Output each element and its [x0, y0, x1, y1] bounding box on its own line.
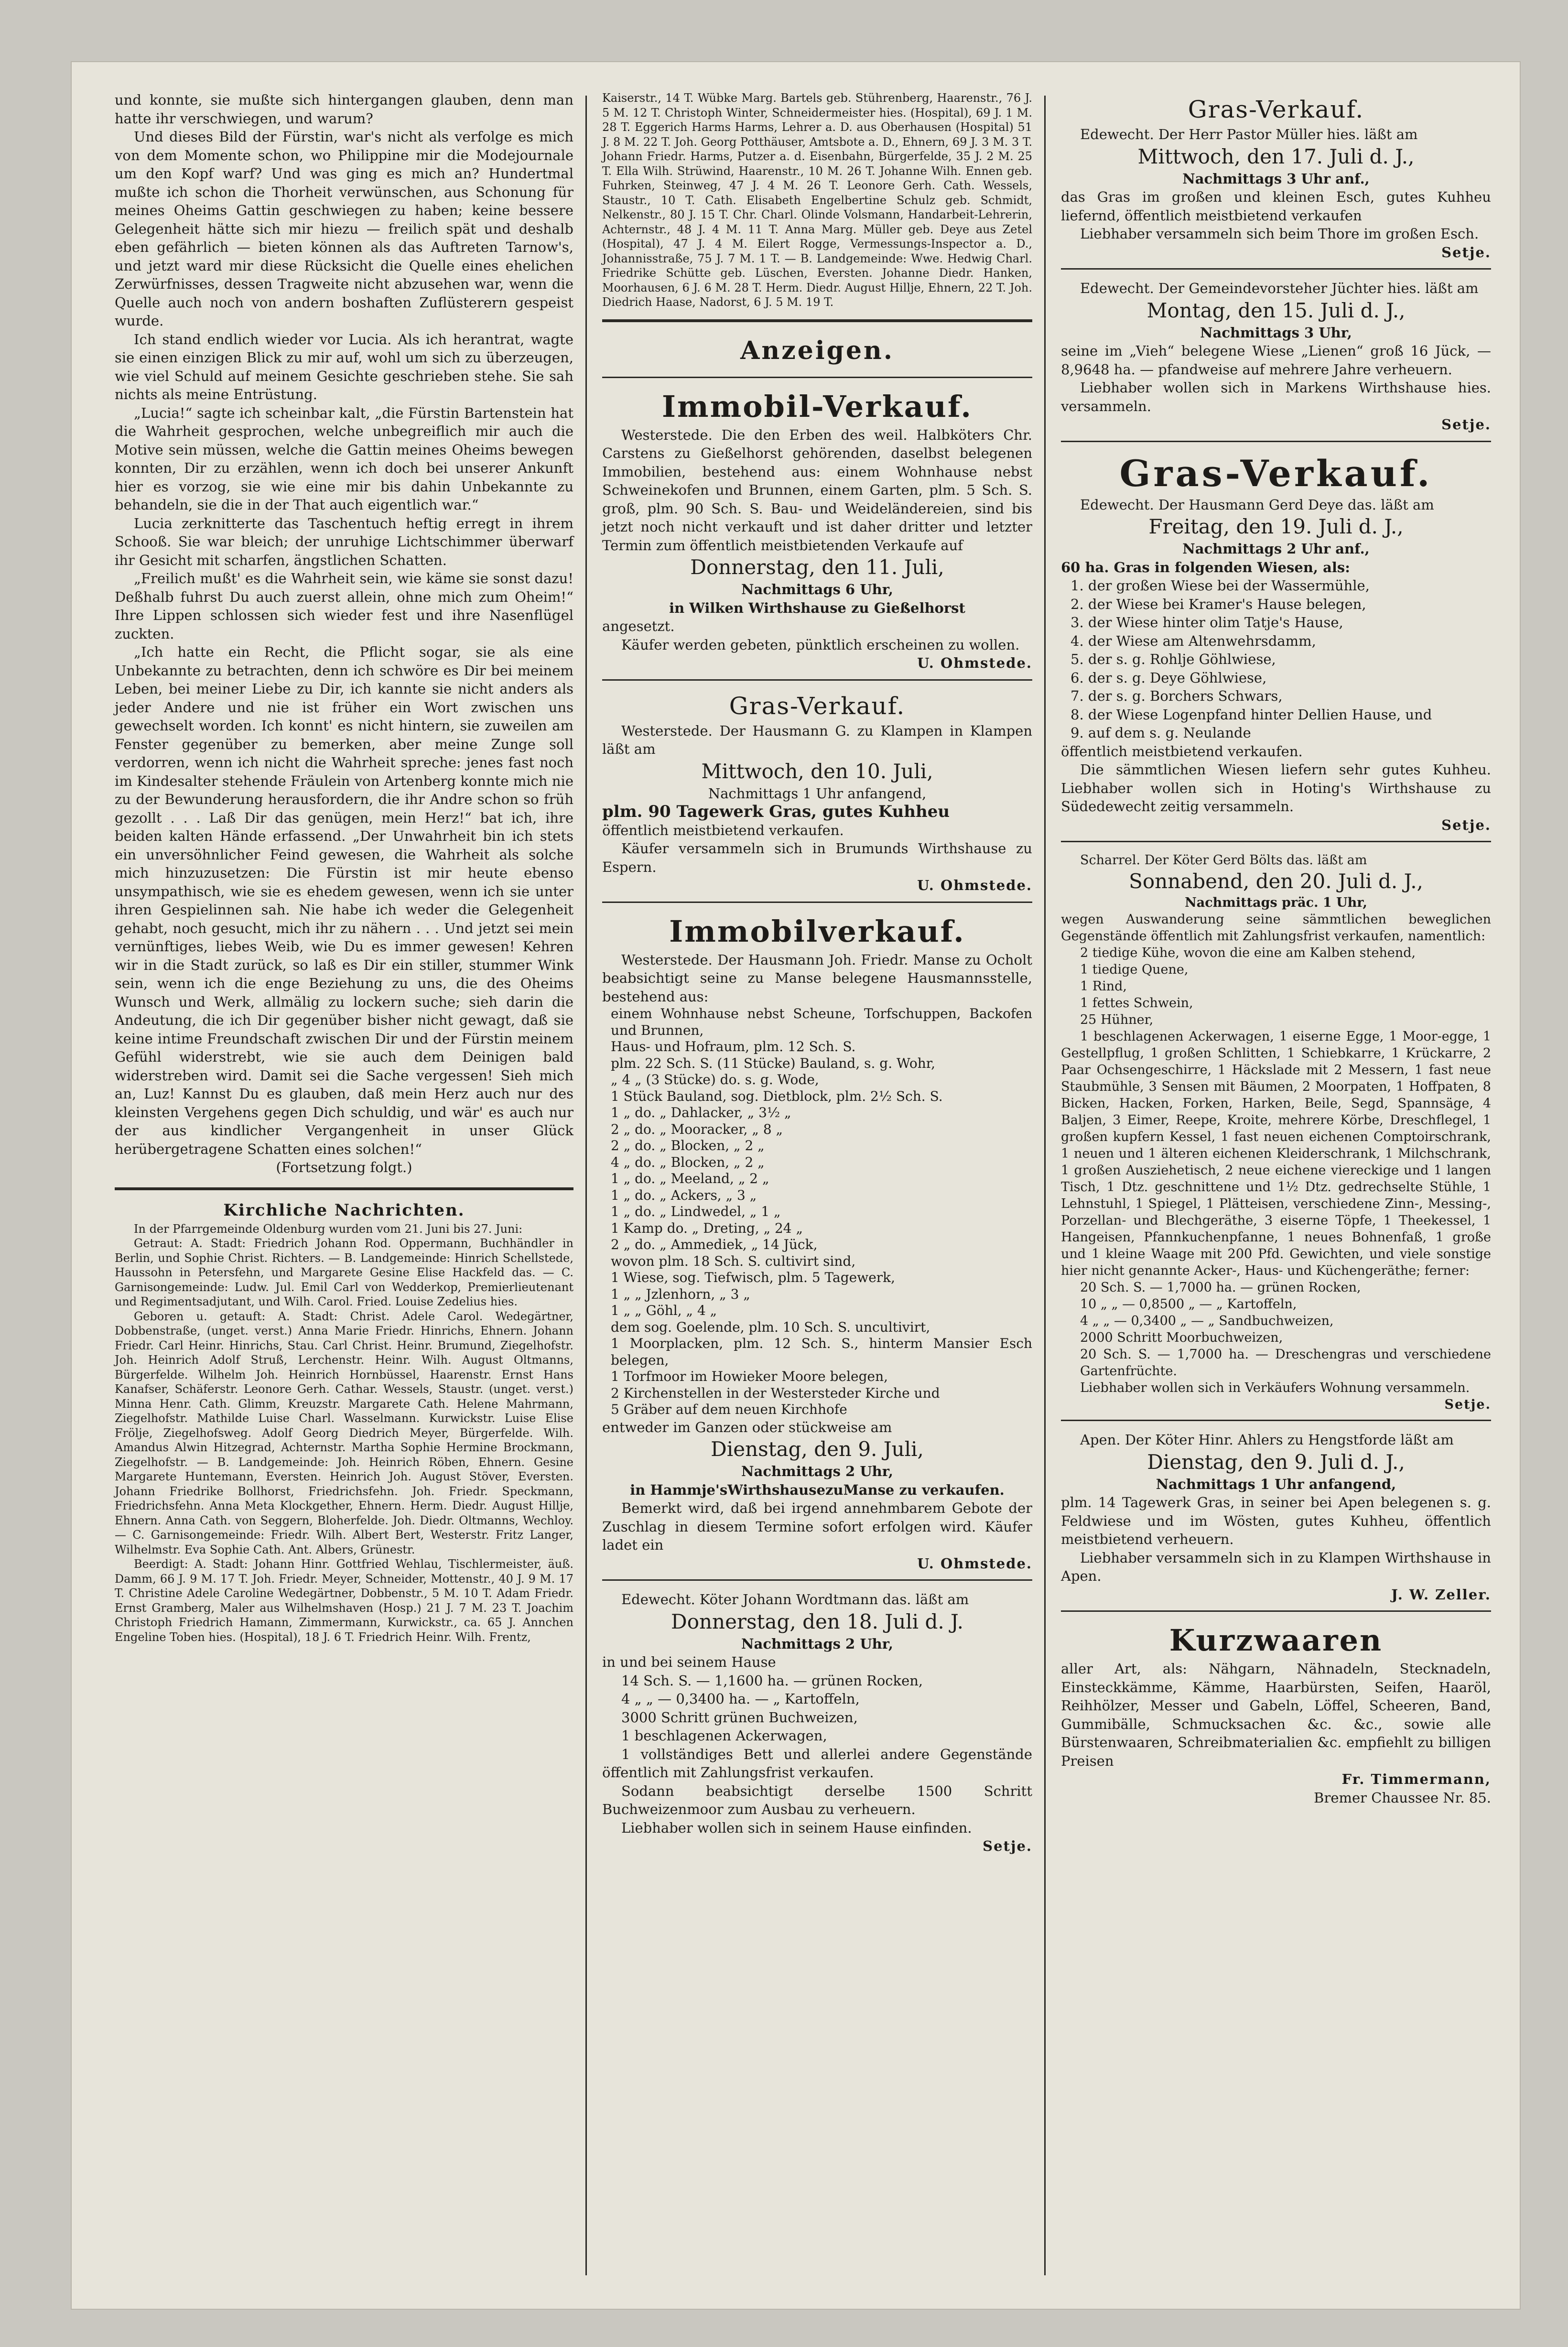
ad-intro: Edewecht. Köter Johann Wordtmann das. läßt am	[621, 1591, 969, 1608]
ad-time: Nachmittags 3 Uhr anf.,	[1182, 170, 1370, 187]
property-item: einem Wohnhause nebst Scheune, Torfschuppen, Backofen und Brunnen,	[611, 1006, 1032, 1038]
ad-body: das Gras im großen und kleinen Esch, gutes Kuhheu liefernd, öffentlich meistbietend verkaufen	[1061, 189, 1491, 224]
ad-signature: Setje.	[1441, 816, 1491, 833]
crop-item: 20 Sch. S. — 1,7000 ha. — grünen Rocken,	[1080, 1280, 1361, 1295]
ad-note: Liebhaber wollen sich in Markens Wirthshause hies. versammeln.	[1061, 380, 1491, 414]
animal-item: 2 tiedige Kühe, wovon die eine am Kalben stehend,	[1080, 945, 1416, 960]
ad-intro: Edewecht. Der Hausmann Gerd Deye das. läßt am	[1080, 496, 1434, 513]
meadow-item: 4. der Wiese am Altenwehrsdamm,	[1071, 632, 1316, 649]
divider	[115, 1187, 573, 1190]
ad-time: Nachmittags 1 Uhr anfangend,	[708, 785, 927, 802]
animal-list	[1061, 945, 1491, 1028]
property-item: 1 „ do. „ Meeland, „ 2 „	[611, 1171, 769, 1186]
ad-title: Gras-Verkauf.	[1188, 96, 1364, 123]
property-item: 1 Kamp do. „ Dreting, „ 24 „	[611, 1220, 803, 1236]
ad-line: 4 „ „ — 0,3400 ha. — „ Kartoffeln,	[621, 1691, 860, 1707]
ad-note: Käufer werden gebeten, pünktlich erscheinen zu wollen.	[621, 636, 1020, 653]
meadow-item: 8. der Wiese Logenpfand hinter Dellien Hause, und	[1071, 706, 1432, 723]
ad-note: Die sämmtlichen Wiesen liefern sehr gutes Kuhheu. Liebhaber wollen sich in Hoting's Wirthshause zu Südedewecht zeitig versammeln.	[1061, 761, 1491, 815]
property-item: 5 Gräber auf dem neuen Kirchhofe	[611, 1402, 847, 1417]
church-paragraph: Getraut: A. Stadt: Friedrich Johann Rod. Oppermann, Buchhändler in Berlin, und Sophie Christ. Richters. — B. Landgemeinde: Hinrich Schellstede, Haussohn in Petersfehn, und Margarete Gesine Elise Hackfeld das. — C. Garnisongemeinde: Ludw. Jul. Emil Carl von Wedderkop, Premierlieutenant und Regimentsadjutant, und Wilh. Carol. Fried. Louise Zedelius hies.	[115, 1237, 573, 1308]
divider	[602, 319, 1032, 322]
meadow-item: 2. der Wiese bei Kramer's Hause belegen,	[1071, 596, 1366, 612]
ad-date: Freitag, den 19. Juli d. J.,	[1148, 515, 1404, 538]
ad-boelts	[1061, 849, 1491, 1413]
ad-date: Donnerstag, den 11. Juli,	[690, 555, 944, 579]
ad-signature: U. Ohmstede.	[917, 1555, 1032, 1572]
church-paragraph: Geboren u. getauft: A. Stadt: Christ. Adele Carol. Wedegärtner, Dobbenstraße, (unget. verst.) Anna Marie Friedr. Hinrichs, Ehnern. Johann Friedr. Carl Heinr. Hinrichs, Stau. Carl Christ. Heinr. Brumund, Ziegelhofstr. Joh. Heinrich Adolf Struß, Lerchenstr. Heinr. Wilh. August Oltmanns, Bürgerfelde. Wilhelm Joh. Heinrich Hornbüssel, Haarenstr. Ernst Hans Kanafser, Schäferstr. Leonore Gerh. Cathar. Wessels, Staustr. (unget. verst.) Minna Henr. Cath. Glimm, Kreuzstr. Margarete Cath. Helene Mahrmann, Ziegelhofstr. Mathilde Luise Charl. Wasselmann. Kurwickstr. Luise Elise Frölje, Ziegelhofsweg. Adolf Georg Diedrich Meyer, Bürgerfelde. Wilh. Amandus Alwin Hitzegrad, Achternstr. Martha Sophie Hermine Brockmann, Ziegelhofstr. — B. Landgemeinde: Joh. Heinrich Röben, Ehnern. Gesine Margarete Huntemann, Eversten. Heinrich Joh. August Stöver, Eversten. Johann Friedrike Bollhorst, Friedrichsfehn. Joh. Friedr. Speckmann, Friedrichsfehn. Anna Meta Klockgether, Ehnern. Herm. Diedr. August Hillje, Ehnern. Anna Cath. von Seggern, Bloherfelde. Joh. Diedr. Oltmanns, Wechloy. — C. Garnisongemeinde: Friedr. Wilh. Albert Bert, Westerstr. Fritz Langer, Wilhelmstr. Eva Sophie Cath. Ant. Albers, Grünestr.	[115, 1309, 573, 1556]
divider	[1061, 1610, 1491, 1612]
ad-gras-verkauf-deye	[1061, 449, 1491, 835]
divider	[1061, 441, 1491, 442]
property-item: 2 „ do. „ Mooracker, „ 8 „	[611, 1121, 783, 1137]
property-item: 1 „ „ Jzlenhorn, „ 3 „	[611, 1286, 750, 1302]
ad-intro: Scharrel. Der Köter Gerd Bölts das. läßt am	[1080, 853, 1367, 868]
ad-ahlers	[1061, 1428, 1491, 1604]
ad-lead: 60 ha. Gras in folgenden Wiesen, als:	[1061, 559, 1350, 576]
ad-time: Nachmittags 2 Uhr,	[741, 1635, 893, 1652]
ad-line: 3000 Schritt grünen Buchweizen,	[621, 1709, 858, 1726]
property-item: 2 Kirchenstellen in der Westersteder Kirche und	[611, 1385, 940, 1401]
divider	[602, 377, 1032, 378]
property-item: dem sog. Goelende, plm. 10 Sch. S. uncultivirt,	[611, 1319, 930, 1335]
property-item: 1 Wiese, sog. Tiefwisch, plm. 5 Tagewerk,	[611, 1270, 896, 1285]
property-item: 1 „ „ Göhl, „ 4 „	[611, 1303, 717, 1318]
divider	[1061, 841, 1491, 842]
novel-paragraph: und konnte, sie mußte sich hintergangen glauben, denn man hatte ihr verschwiegen, und warum?	[115, 92, 573, 127]
ads-title: Anzeigen.	[740, 336, 894, 365]
property-item: wovon plm. 18 Sch. S. cultivirt sind,	[611, 1253, 856, 1269]
ad-intro: Edewecht. Der Gemeindevorsteher Jüchter hies. läßt am	[1080, 280, 1479, 296]
meadow-item: 1. der großen Wiese bei der Wassermühle,	[1071, 577, 1370, 594]
continued-note: (Fortsetzung folgt.)	[276, 1159, 412, 1175]
novel-text	[115, 91, 573, 1177]
ad-date: Montag, den 15. Juli d. J.,	[1146, 298, 1406, 322]
novel-paragraph: Lucia zerknitterte das Taschentuch heftig erregt in ihrem Schooß. Sie war bleich; der unruhige Lichtschimmer überwarf ihr Gesicht mit scharfen, ängstlichen Schatten.	[115, 515, 573, 568]
animal-item: 1 tiedige Quene,	[1080, 962, 1189, 977]
property-item: 1 Moorplacken, plm. 12 Sch. S., hinterm Mansier Esch belegen,	[611, 1336, 1032, 1368]
novel-paragraph: „Ich hatte ein Recht, die Pflicht sogar, sie als eine Unbekannte zu betrachten, denn ich schwöre es Dir bei meinem Leben, bei meiner Liebe zu Dir, ich kannte sie nicht anders als jeder Andere und nie ist früher ein Wort zwischen uns gewechselt worden. Ich konnt' es nicht hintern, sie zuweilen am Fenster gegenüber zu bemerken, aber meine Zunge soll verdorren, wenn ich nicht die Wahrheit spreche: jenes fast noch im Kindesalter stehende Fräulein von Artenberg konnte mich nie zu der Bewunderung herausfordern, die ihr Andre schon so früh gezollt . . . Laß Dir das genügen, mein Herz!“ bat ich, ihre beiden kalten Hände erfassend. „Der Unwahrheit bin ich stets ein unversöhnlicher Feind gewesen, die Wahrheit als solche mich hinzuzusetzen: Die Fürstin ist mir heute ebenso unsympathisch, wie sie es ehedem gewesen, wenn ich sie unter ihren Gespielinnen sah. Nie habe ich weder die Gelegenheit gehabt, noch gesucht, mich ihr zu nähern . . . Und jetzt sei mein vernünftiges, liebes Weib, wie Du es immer gewesen! Kehren wir in die Stadt zurück, so laß es Dir ein stiller, stummer Wink sein, wenn ich die enge Beziehung zu uns, die des Oheims Wunsch und Werk, allmälig zu lockern suche; sieh darin die Andeutung, die ich Dir gegenüber bisher nicht gewagt, daß sie keine intime Freundschaft zwischen Dir und der Fürstin meinem Gefühl widerstrebt, wie sie auch dem Deinigen bald widerstreben wird. Damit sei die Sache vergessen! Sieh mich an, Luz! Kannst Du es glauben, daß mein Herz auch nur des kleinsten Vergehens gegen Dich schuldig, und wär' es auch nur der aus kindlicher Vergangenheit in unser Glück herübergetragene Schatten eines solchen!“	[115, 644, 573, 1157]
newspaper-page	[72, 62, 1520, 2309]
meadow-item: 7. der s. g. Borchers Schwars,	[1071, 688, 1283, 704]
ad-line: Sodann beabsichtigt derselbe 1500 Schritt Buchweizenmoor zum Ausbau zu verheuern.	[602, 1782, 1032, 1817]
divider	[602, 1579, 1032, 1581]
ad-note: Liebhaber versammeln sich beim Thore im großen Esch.	[1080, 226, 1479, 242]
novel-paragraph: Ich stand endlich wieder vor Lucia. Als ich herantrat, wagte sie einen einzigen Blick zu mir auf, wohl um sich zu überzeugen, wie viel Schuld auf meinem Gesichte geschrieben stehe. Sie sah nichts als meine Entrüstung.	[115, 331, 573, 402]
ad-gras-verkauf-mueller	[1061, 91, 1491, 261]
church-paragraph: In der Pfarrgemeinde Oldenburg wurden vom 21. Juni bis 27. Juni:	[134, 1222, 523, 1236]
ad-after: öffentlich meistbietend verkaufen.	[602, 822, 844, 838]
ad-after: angesetzt.	[602, 618, 675, 634]
ad-time: Nachmittags 2 Uhr anf.,	[1182, 541, 1370, 557]
ad-signature: Setje.	[1441, 244, 1491, 261]
ad-signature: Setje.	[983, 1838, 1032, 1854]
meadow-item: 3. der Wiese hinter olim Tatje's Hause,	[1071, 614, 1343, 630]
ad-item: plm. 90 Tagewerk Gras, gutes Kuhheu	[602, 802, 950, 821]
animal-item: 1 fettes Schwein,	[1080, 996, 1193, 1011]
ad-immobil-verkauf	[602, 385, 1032, 673]
ad-note: Liebhaber versammeln sich in zu Klampen Wirthshause in Apen.	[1061, 1549, 1491, 1584]
ad-kurzwaaren	[1061, 1619, 1491, 1807]
ad-signature: Fr. Timmermann,	[1341, 1771, 1491, 1787]
ad-wordtmann	[602, 1587, 1032, 1856]
divider	[602, 902, 1032, 903]
ad-body: Westerstede. Die den Erben des weil. Halbköters Chr. Carstens zu Gießelhorst gehörenden, daselbst belegenen Immobilien, bestehend aus: einem Wohnhause nebst Schweinekofen und Brunnen, einem Garten, plm. 5 Sch. S. groß, plm. 90 Sch. S. Bau- und Weideländereien, sind bis jetzt noch nicht verkauft und ist daher dritter und letzter Termin zum öffentlich meistbietenden Verkaufe auf	[602, 426, 1032, 554]
ad-date: Dienstag, den 9. Juli,	[711, 1437, 924, 1461]
ad-time: Nachmittags 1 Uhr anfangend,	[1156, 1476, 1396, 1492]
ad-after: öffentlich meistbietend verkaufen.	[1061, 743, 1303, 760]
property-item: 1 „ do. „ Lindwedel, „ 1 „	[611, 1204, 781, 1219]
ad-body: aller Art, als: Nähgarn, Nähnadeln, Stecknadeln, Einsteckkämme, Kämme, Haarbürsten, Seifen, Haaröl, Reihhölzer, Messer und Gabeln, Löffel, Scheeren, Band, Gummibälle, Schmucksachen &c. &c., sowie alle Bürstenwaaren, Schreibmaterialien &c. empfiehlt zu billigen Preisen	[1061, 1661, 1491, 1769]
ad-intro: Westerstede. Der Hausmann Joh. Friedr. Manse zu Ocholt beabsichtigt seine zu Manse belegene Hausmannsstelle, bestehend aus:	[602, 951, 1032, 1005]
meadow-list	[1061, 576, 1491, 742]
divider	[1061, 268, 1491, 270]
ad-time: Nachmittags 3 Uhr,	[1200, 324, 1352, 341]
ad-body: seine im „Vieh“ belegene Wiese „Lienen“ groß 16 Jück, — 8,9648 ha. — pfandweise auf mehrere Jahre verheuern.	[1061, 343, 1491, 378]
ad-date: Sonnabend, den 20. Juli d. J.,	[1129, 869, 1423, 893]
ad-note: Liebhaber wollen sich in Verkäufers Wohnung versammeln.	[1080, 1380, 1470, 1395]
column-rule	[1044, 96, 1046, 2275]
property-item: Haus- und Hofraum, plm. 12 Sch. S.	[611, 1039, 856, 1054]
ad-date: Dienstag, den 9. Juli d. J.,	[1147, 1450, 1405, 1474]
novel-paragraph: „Lucia!“ sagte ich scheinbar kalt, „die Fürstin Bartenstein hat die Wahrheit gesprochen, welche unbegreiflich mir auch die Motive sein müssen, welche die Gattin meines Oheims bewegen konnten, Dir zu erzählen, wenn ich doch bei unserer Ankunft hier es vorzog, sie wie eine mir bis dahin Unbekannte zu behandeln, sie die in der That auch eigentlich war.“	[115, 404, 573, 513]
ad-title: Kurzwaaren	[1169, 1623, 1383, 1658]
column-3	[1061, 91, 1491, 1807]
property-item: 2 „ do. „ Ammediek, „ 14 Jück,	[611, 1237, 818, 1252]
ad-time: Nachmittags 2 Uhr,	[741, 1463, 893, 1479]
ad-address: Bremer Chaussee Nr. 85.	[1314, 1789, 1491, 1806]
ad-note: Bemerkt wird, daß bei irgend annehmbarem Gebote der Zuschlag in diesem Termine sofort erfolgen wird. Käufer ladet ein	[602, 1500, 1032, 1553]
ad-intro: Westerstede. Der Hausmann G. zu Klampen in Klampen läßt am	[602, 722, 1032, 757]
novel-paragraph: „Freilich mußt' es die Wahrheit sein, wie käme sie sonst dazu! Deßhalb fuhrst Du auch zuerst allein, ohne mich zum Oheim!“ Ihre Lippen schlossen sich wieder fest und ihre Nasenflügel zuckten.	[115, 570, 573, 642]
church-news-title: Kirchliche Nachrichten.	[223, 1200, 465, 1220]
ad-line: Liebhaber wollen sich in seinem Hause einfinden.	[621, 1819, 972, 1836]
crop-item: 20 Sch. S. — 1,7000 ha. — Dreschengras und verschiedene Gartenfrüchte.	[1080, 1347, 1491, 1379]
column-1	[115, 91, 573, 1644]
ad-immobilverkauf	[602, 910, 1032, 1573]
meadow-item: 5. der s. g. Rohlje Göhlwiese,	[1071, 651, 1276, 667]
ad-line: 14 Sch. S. — 1,1600 ha. — grünen Rocken,	[621, 1672, 923, 1689]
ad-signature: Setje.	[1444, 1397, 1491, 1412]
divider	[1061, 1420, 1491, 1421]
novel-paragraph: Und dieses Bild der Fürstin, war's nicht als verfolge es mich von dem Momente schon, wo Philippine mir die Modejournale um den Kopf warf? Und was ging es mich an? Hundertmal mußte ich schon die Thorheit verwünschen, aus Schonung für meines Oheims Gattin geschwiegen zu haben; keine bessere Gelegenheit hätte sich mir hiezu — freilich spät und deshalb eben gefährlich — bieten können als das Auftreten Tarnow's, und jetzt ward mir diese Rücksicht die Quelle eines ehelichen Zerwürfnisses, dessen Tragweite nicht abzusehen war, wenn die Quelle auch noch von andern boshaften Zuflüsterern gespeist wurde.	[115, 129, 573, 329]
ad-tail: entweder im Ganzen oder stückweise am	[602, 1419, 892, 1435]
ad-date: Mittwoch, den 17. Juli d. J.,	[1137, 144, 1415, 168]
church-paragraph: Beerdigt: A. Stadt: Johann Hinr. Gottfried Wehlau, Tischlermeister, äuß. Damm, 66 J. 9 M. 17 T. Joh. Friedr. Meyer, Schneider, Mottenstr., 40 J. 9 M. 17 T. Christine Adele Caroline Wedegärtner, Dobbenstr., 5 M. 10 T. Adam Friedr. Ernst Gramberg, Maler aus Wilhelmshaven (Hosp.) 21 J. 7 M. 23 T. Joachim Christoph Friedrich Hamann, Zimmermann, Kurwickstr., ca. 65 J. Annchen Engeline Toben hies. (Hospital), 18 J. 6 T. Friedrich Heinr. Wilh. Frentz,	[115, 1557, 573, 1644]
ad-date: Mittwoch, den 10. Juli,	[701, 759, 933, 783]
animal-item: 25 Hühner,	[1080, 1012, 1154, 1027]
ad-title: Gras-Verkauf.	[729, 692, 906, 720]
ad-place: in und bei seinem Hause	[602, 1654, 776, 1670]
church-news	[115, 1199, 573, 1645]
church-deaths-continued: Kaiserstr., 14 T. Wübke Marg. Bartels geb. Stührenberg, Haarenstr., 76 J. 5 M. 12 T. Christoph Winter, Schneidermeister hies. (Hospital), 69 J. 1 M. 28 T. Eggerich Harms Harms, Lehrer a. D. aus Oberhausen (Hospital) 51 J. 8 M. 22 T. Joh. Georg Potthäuser, Amtsbote a. D., Ehnern, 69 J. 3 M. 3 T. Johann Friedr. Harms, Putzer a. d. Eisenbahn, Bürgerfelde, 35 J. 2 M. 25 T. Ella Wilh. Strüwind, Haarenstr., 10 M. 26 T. Johanne Wilh. Ennen geb. Fuhrken, Steinweg, 47 J. 4 M. 26 T. Leonore Gerh. Cath. Wessels, Staustr., 10 T. Cath. Elisabeth Engelbertine Schulz geb. Schmidt, Nelkenstr., 80 J. 15 T. Chr. Charl. Olinde Volsmann, Handarbeit-Lehrerin, Achternstr., 48 J. 4 M. 11 T. Anna Marg. Müller geb. Deye aus Zetel (Hospital), 47 J. 4 M. Eilert Rogge, Vermessungs-Inspector a. D., Johannisstraße, 75 J. 7 M. 1 T. — B. Landgemeinde: Wwe. Hedwig Charl. Friedrike Schütte geb. Lüschen, Eversten. Johanne Diedr. Hanken, Moorhausen, 6 J. 6 M. 28 T. Herm. Diedr. August Hillje, Ehnern, 22 T. Joh. Diedrich Haase, Nadorst, 6 J. 5 M. 19 T.	[602, 91, 1032, 309]
property-item: „ 4 „ (3 Stücke) do. s. g. Wode,	[611, 1072, 819, 1087]
ad-signature: U. Ohmstede.	[917, 655, 1032, 671]
ad-title: Immobilverkauf.	[669, 913, 965, 949]
meadow-item: 9. auf dem s. g. Neulande	[1071, 725, 1251, 741]
ad-signature: Setje.	[1441, 416, 1491, 433]
ad-title: Immobil-Verkauf.	[661, 389, 973, 424]
property-item: 1 „ do. „ Ackers, „ 3 „	[611, 1187, 757, 1203]
ad-gras-verkauf	[602, 687, 1032, 895]
ad-place: in Hammje'sWirthshausezuManse zu verkaufen.	[630, 1481, 1005, 1498]
ad-signature: U. Ohmstede.	[917, 877, 1032, 893]
ad-date: Donnerstag, den 18. Juli d. J.	[671, 1609, 963, 1633]
meadow-item: 6. der s. g. Deye Göhlwiese,	[1071, 669, 1267, 686]
ad-line: 1 vollständiges Bett und allerlei andere Gegenstände öffentlich mit Zahlungsfrist verkaufen.	[602, 1746, 1032, 1781]
divider	[602, 679, 1032, 681]
crop-list	[1061, 1279, 1491, 1380]
property-item: 1 Stück Bauland, sog. Dietblock, plm. 2½ Sch. S.	[611, 1088, 943, 1104]
ad-time: Nachmittags 6 Uhr,	[741, 581, 893, 598]
ad-title: Gras-Verkauf.	[1119, 452, 1433, 495]
ad-body: plm. 14 Tagewerk Gras, in seiner bei Apen belegenen s. g. Feldwiese und im Wösten, gutes Kuhheu, öffentlich meistbietend verheuern.	[1061, 1494, 1491, 1547]
ad-place: in Wilken Wirthshause zu Gießelhorst	[669, 599, 965, 616]
column-2	[602, 91, 1032, 1856]
ad-line: 1 beschlagenen Ackerwagen,	[621, 1728, 827, 1744]
ad-signature: J. W. Zeller.	[1391, 1586, 1491, 1603]
crop-item: 4 „ „ — 0,3400 „ — „ Sandbuchweizen,	[1080, 1314, 1334, 1328]
ad-body: wegen Auswanderung seine sämmtlichen beweglichen Gegenstände öffentlich mit Zahlungsfrist verkaufen, namentlich:	[1061, 912, 1491, 944]
animal-item: 1 Rind,	[1080, 979, 1127, 994]
ad-intro: Edewecht. Der Herr Pastor Müller hies. läßt am	[1080, 126, 1418, 142]
ad-goods: 1 beschlagenen Ackerwagen, 1 eiserne Egge, 1 Moor-egge, 1 Gestellpflug, 1 großen Schlitten, 1 Schiebkarre, 1 Krückarre, 2 Paar Ochsengeschirre, 1 Häckslade mit 2 Messern, 1 fast neue Staubmühle, 3 Sensen mit Bäumen, 2 Moorpaten, 1 Hoffpaten, 8 Bicken, Hacken, Forken, Harken, Beile, Segd, Spannsäge, 4 Baljen, 3 Eimer, Reepe, Kroite, mehrere Körbe, Dreschflegel, 1 großen kupfern Kessel, 1 fast neuen eichenen Comptoirschrank, 1 neuen und 1 älteren eichenen Kleiderschrank, 1 Milchschrank, 1 großen Ausziehetisch, 2 neue eichene viereckige und 1 langen Tisch, 1 Dtz. geschnittene und 1½ Dtz. gedrechselte Stühle, 1 Lehnstuhl, 1 Spiegel, 1 Plätteisen, verschiedene Zinn-, Messing-, Porzellan- und Blechgeräthe, 3 eiserne Töpfe, 1 Theekessel, 1 Hangeisen, Pfannkuchenpfanne, 1 neues Bohnenfaß, 1 große und 1 kleine Waage mit 200 Pfd. Gewichten, und viele sonstige hier nicht genannte Acker-, Haus- und Küchengeräthe; ferner:	[1061, 1029, 1491, 1278]
column-rule	[585, 96, 587, 2275]
ad-intro: Apen. Der Köter Hinr. Ahlers zu Hengstforde läßt am	[1080, 1432, 1454, 1448]
property-item: 2 „ do. „ Blocken, „ 2 „	[611, 1138, 765, 1153]
ad-note: Käufer versammeln sich in Brumunds Wirthshause zu Espern.	[602, 840, 1032, 875]
crop-item: 2000 Schritt Moorbuchweizen,	[1080, 1330, 1283, 1345]
property-item: 4 „ do. „ Blocken, „ 2 „	[611, 1154, 765, 1170]
crop-item: 10 „ „ — 0,8500 „ — „ Kartoffeln,	[1080, 1297, 1297, 1312]
ad-juechter	[1061, 276, 1491, 434]
property-item: 1 „ do. „ Dahlacker, „ 3½ „	[611, 1105, 791, 1120]
property-item: plm. 22 Sch. S. (11 Stücke) Bauland, s. g. Wohr,	[611, 1055, 935, 1071]
ad-time: Nachmittags präc. 1 Uhr,	[1185, 895, 1367, 910]
property-list	[602, 1006, 1032, 1418]
property-item: 1 Torfmoor im Howieker Moore belegen,	[611, 1369, 888, 1384]
